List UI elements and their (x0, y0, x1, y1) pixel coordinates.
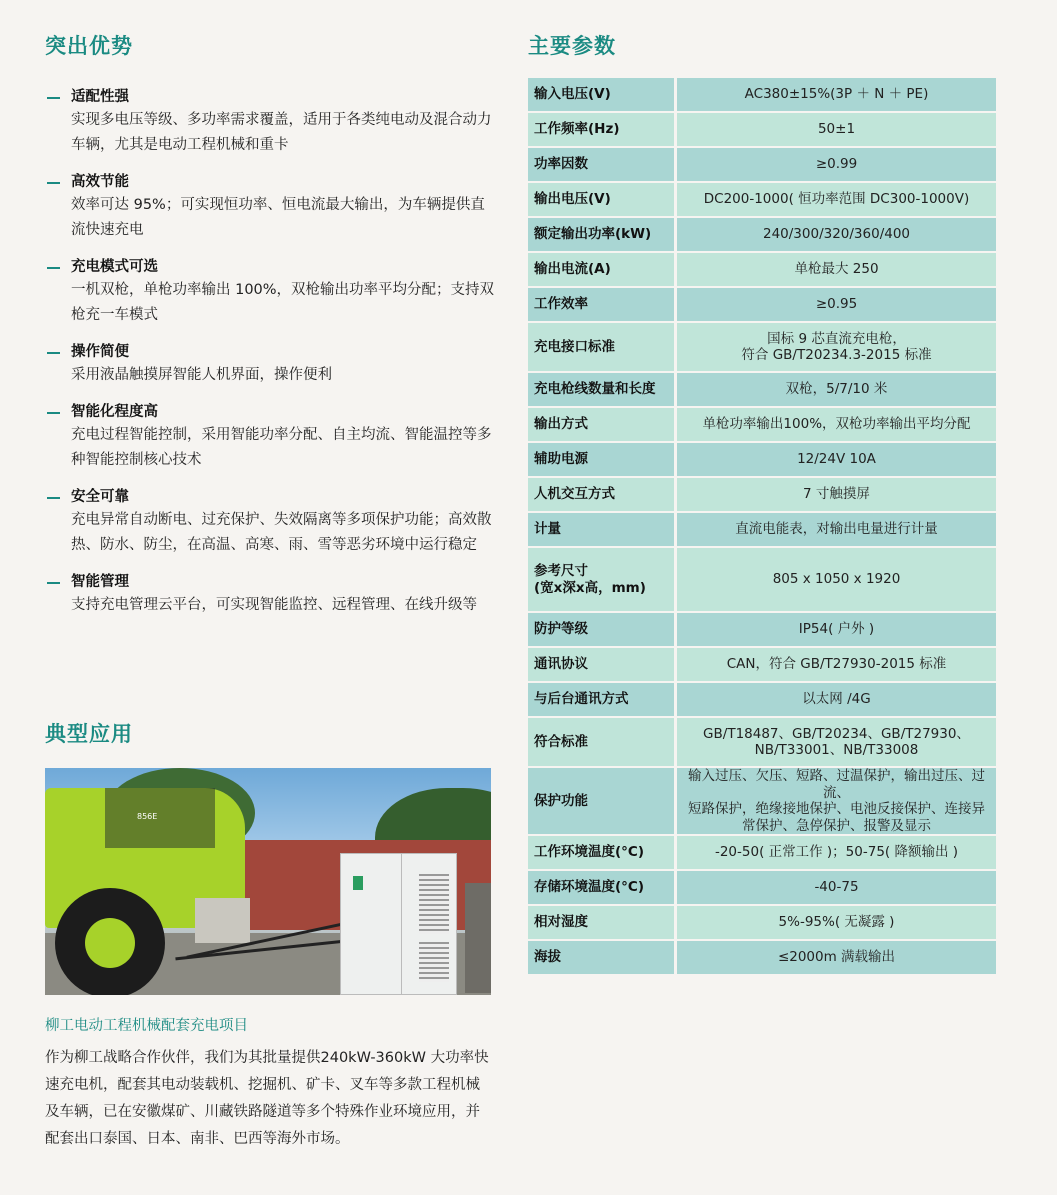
spec-value: 240/300/320/360/400 (677, 218, 996, 253)
table-row (528, 148, 996, 183)
spec-label: 存储环境温度(°C) (528, 871, 677, 906)
spec-label: 辅助电源 (528, 443, 677, 478)
advantage-desc: 效率可达 95%；可实现恒功率、恒电流最大输出，为车辆提供直流快速充电 (71, 197, 485, 238)
table-row (528, 373, 996, 408)
advantage-desc: 支持充电管理云平台，可实现智能监控、远程管理、在线升级等 (71, 597, 477, 613)
table-row (528, 683, 996, 718)
advantages-section (45, 30, 495, 631)
advantage-title: 操作简便 (71, 344, 129, 360)
spec-label: 相对湿度 (528, 906, 677, 941)
spec-value: 单枪功率输出100%，双枪功率输出平均分配 (677, 408, 996, 443)
dash-icon (47, 497, 60, 499)
advantage-title: 充电模式可选 (71, 259, 158, 275)
specs-section (528, 30, 996, 976)
spec-value: GB/T18487、GB/T20234、GB/T27930、 NB/T33001、NB/T33008 (677, 718, 996, 768)
advantage-item (45, 486, 495, 558)
spec-value: 5%-95%( 无凝露 ) (677, 906, 996, 941)
spec-value: 以太网 /4G (677, 683, 996, 718)
advantage-title: 安全可靠 (71, 489, 129, 505)
spec-label: 输入电压(V) (528, 78, 677, 113)
charger-cabinet (340, 853, 457, 995)
advantages-list (45, 86, 495, 618)
table-row (528, 323, 996, 373)
table-row (528, 218, 996, 253)
spec-label: 功率因数 (528, 148, 677, 183)
spec-label: 工作效率 (528, 288, 677, 323)
case-description: 作为柳工战略合作伙伴，我们为其批量提供240kW-360kW 大功率快速充电机，配套其电动装载机、挖掘机、矿卡、叉车等多款工程机械及车辆，已在安徽煤矿、川藏铁路隧道等多个特殊作业环境应用，并配套出口泰国、日本、南非、巴西等海外市场。 (45, 1050, 489, 1147)
spec-value: IP54( 户外 ) (677, 613, 996, 648)
spec-label: 输出方式 (528, 408, 677, 443)
advantage-desc: 一机双枪，单枪功率输出 100%，双枪输出功率平均分配；支持双枪充一车模式 (71, 282, 495, 323)
table-row (528, 836, 996, 871)
spec-label: 充电接口标准 (528, 323, 677, 373)
advantage-item (45, 571, 495, 618)
dash-icon (47, 182, 60, 184)
spec-label: 工作环境温度(°C) (528, 836, 677, 871)
advantage-desc: 充电过程智能控制，采用智能功率分配、自主均流、智能温控等多种智能控制核心技术 (71, 427, 492, 468)
spec-label: 符合标准 (528, 718, 677, 768)
table-row (528, 78, 996, 113)
spec-value: DC200-1000( 恒功率范围 DC300-1000V) (677, 183, 996, 218)
table-row (528, 941, 996, 976)
table-row (528, 718, 996, 768)
advantage-title: 智能化程度高 (71, 404, 158, 420)
spec-value: ≤2000m 满载输出 (677, 941, 996, 976)
spec-label: 工作频率(Hz) (528, 113, 677, 148)
dash-icon (47, 97, 60, 99)
spec-label: 计量 (528, 513, 677, 548)
table-row (528, 443, 996, 478)
spec-label: 输出电压(V) (528, 183, 677, 218)
table-row (528, 648, 996, 683)
table-row (528, 253, 996, 288)
spec-label: 与后台通讯方式 (528, 683, 677, 718)
advantage-desc: 采用液晶触摸屏智能人机界面，操作便利 (71, 367, 332, 383)
table-row (528, 906, 996, 941)
table-row (528, 768, 996, 836)
spec-value: 单枪最大 250 (677, 253, 996, 288)
table-row (528, 478, 996, 513)
spec-value: ≥0.95 (677, 288, 996, 323)
spec-value: -40-75 (677, 871, 996, 906)
advantages-title: 突出优势 (45, 34, 133, 58)
dash-icon (47, 267, 60, 269)
spec-value: 输入过压、欠压、短路、过温保护，输出过压、过流、 短路保护，绝缘接地保护、电池反接保护、连接异 常保护、急停保护、报警及显示 (677, 768, 996, 836)
specs-table (528, 78, 996, 976)
table-row (528, 548, 996, 613)
table-row (528, 513, 996, 548)
advantage-item (45, 256, 495, 328)
table-row (528, 871, 996, 906)
spec-label: 保护功能 (528, 768, 677, 836)
table-row (528, 408, 996, 443)
spec-label: 通讯协议 (528, 648, 677, 683)
spec-label: 人机交互方式 (528, 478, 677, 513)
table-row (528, 113, 996, 148)
spec-label: 参考尺寸 (宽x深x高，mm) (528, 548, 677, 613)
advantage-item (45, 401, 495, 473)
spec-value: 50±1 (677, 113, 996, 148)
spec-value: ≥0.99 (677, 148, 996, 183)
dash-icon (47, 352, 60, 354)
advantage-item (45, 341, 495, 388)
dash-icon (47, 412, 60, 414)
table-row (528, 183, 996, 218)
table-row (528, 613, 996, 648)
application-section (45, 718, 491, 1153)
spec-value: 805 x 1050 x 1920 (677, 548, 996, 613)
spec-label: 防护等级 (528, 613, 677, 648)
spec-label: 充电枪线数量和长度 (528, 373, 677, 408)
spec-value: 12/24V 10A (677, 443, 996, 478)
application-title: 典型应用 (45, 722, 133, 746)
dash-icon (47, 582, 60, 584)
advantage-desc: 充电异常自动断电、过充保护、失效隔离等多项保护功能；高效散热、防水、防尘，在高温、高寒、雨、雪等恶劣环境中运行稳定 (71, 512, 492, 553)
spec-value: 双枪，5/7/10 米 (677, 373, 996, 408)
advantage-item (45, 86, 495, 158)
table-row (528, 288, 996, 323)
advantage-title: 适配性强 (71, 89, 129, 105)
advantage-title: 智能管理 (71, 574, 129, 590)
application-photo (45, 768, 491, 995)
specs-title: 主要参数 (528, 34, 616, 58)
spec-label: 输出电流(A) (528, 253, 677, 288)
spec-value: AC380±15%(3P ＋ N ＋ PE) (677, 78, 996, 113)
advantage-desc: 实现多电压等级、多功率需求覆盖，适用于各类纯电动及混合动力车辆，尤其是电动工程机械和重卡 (71, 112, 492, 153)
spec-label: 额定输出功率(kW) (528, 218, 677, 253)
spec-value: 7 寸触摸屏 (677, 478, 996, 513)
spec-value: CAN，符合 GB/T27930-2015 标准 (677, 648, 996, 683)
loader-label: 856E (137, 812, 158, 821)
case-title: 柳工电动工程机械配套充电项目 (45, 1018, 248, 1034)
advantage-title: 高效节能 (71, 174, 129, 190)
spec-value: 国标 9 芯直流充电枪， 符合 GB/T20234.3-2015 标准 (677, 323, 996, 373)
spec-value: -20-50( 正常工作 )；50-75( 降额输出 ) (677, 836, 996, 871)
spec-value: 直流电能表，对输出电量进行计量 (677, 513, 996, 548)
spec-label: 海拔 (528, 941, 677, 976)
advantage-item (45, 171, 495, 243)
